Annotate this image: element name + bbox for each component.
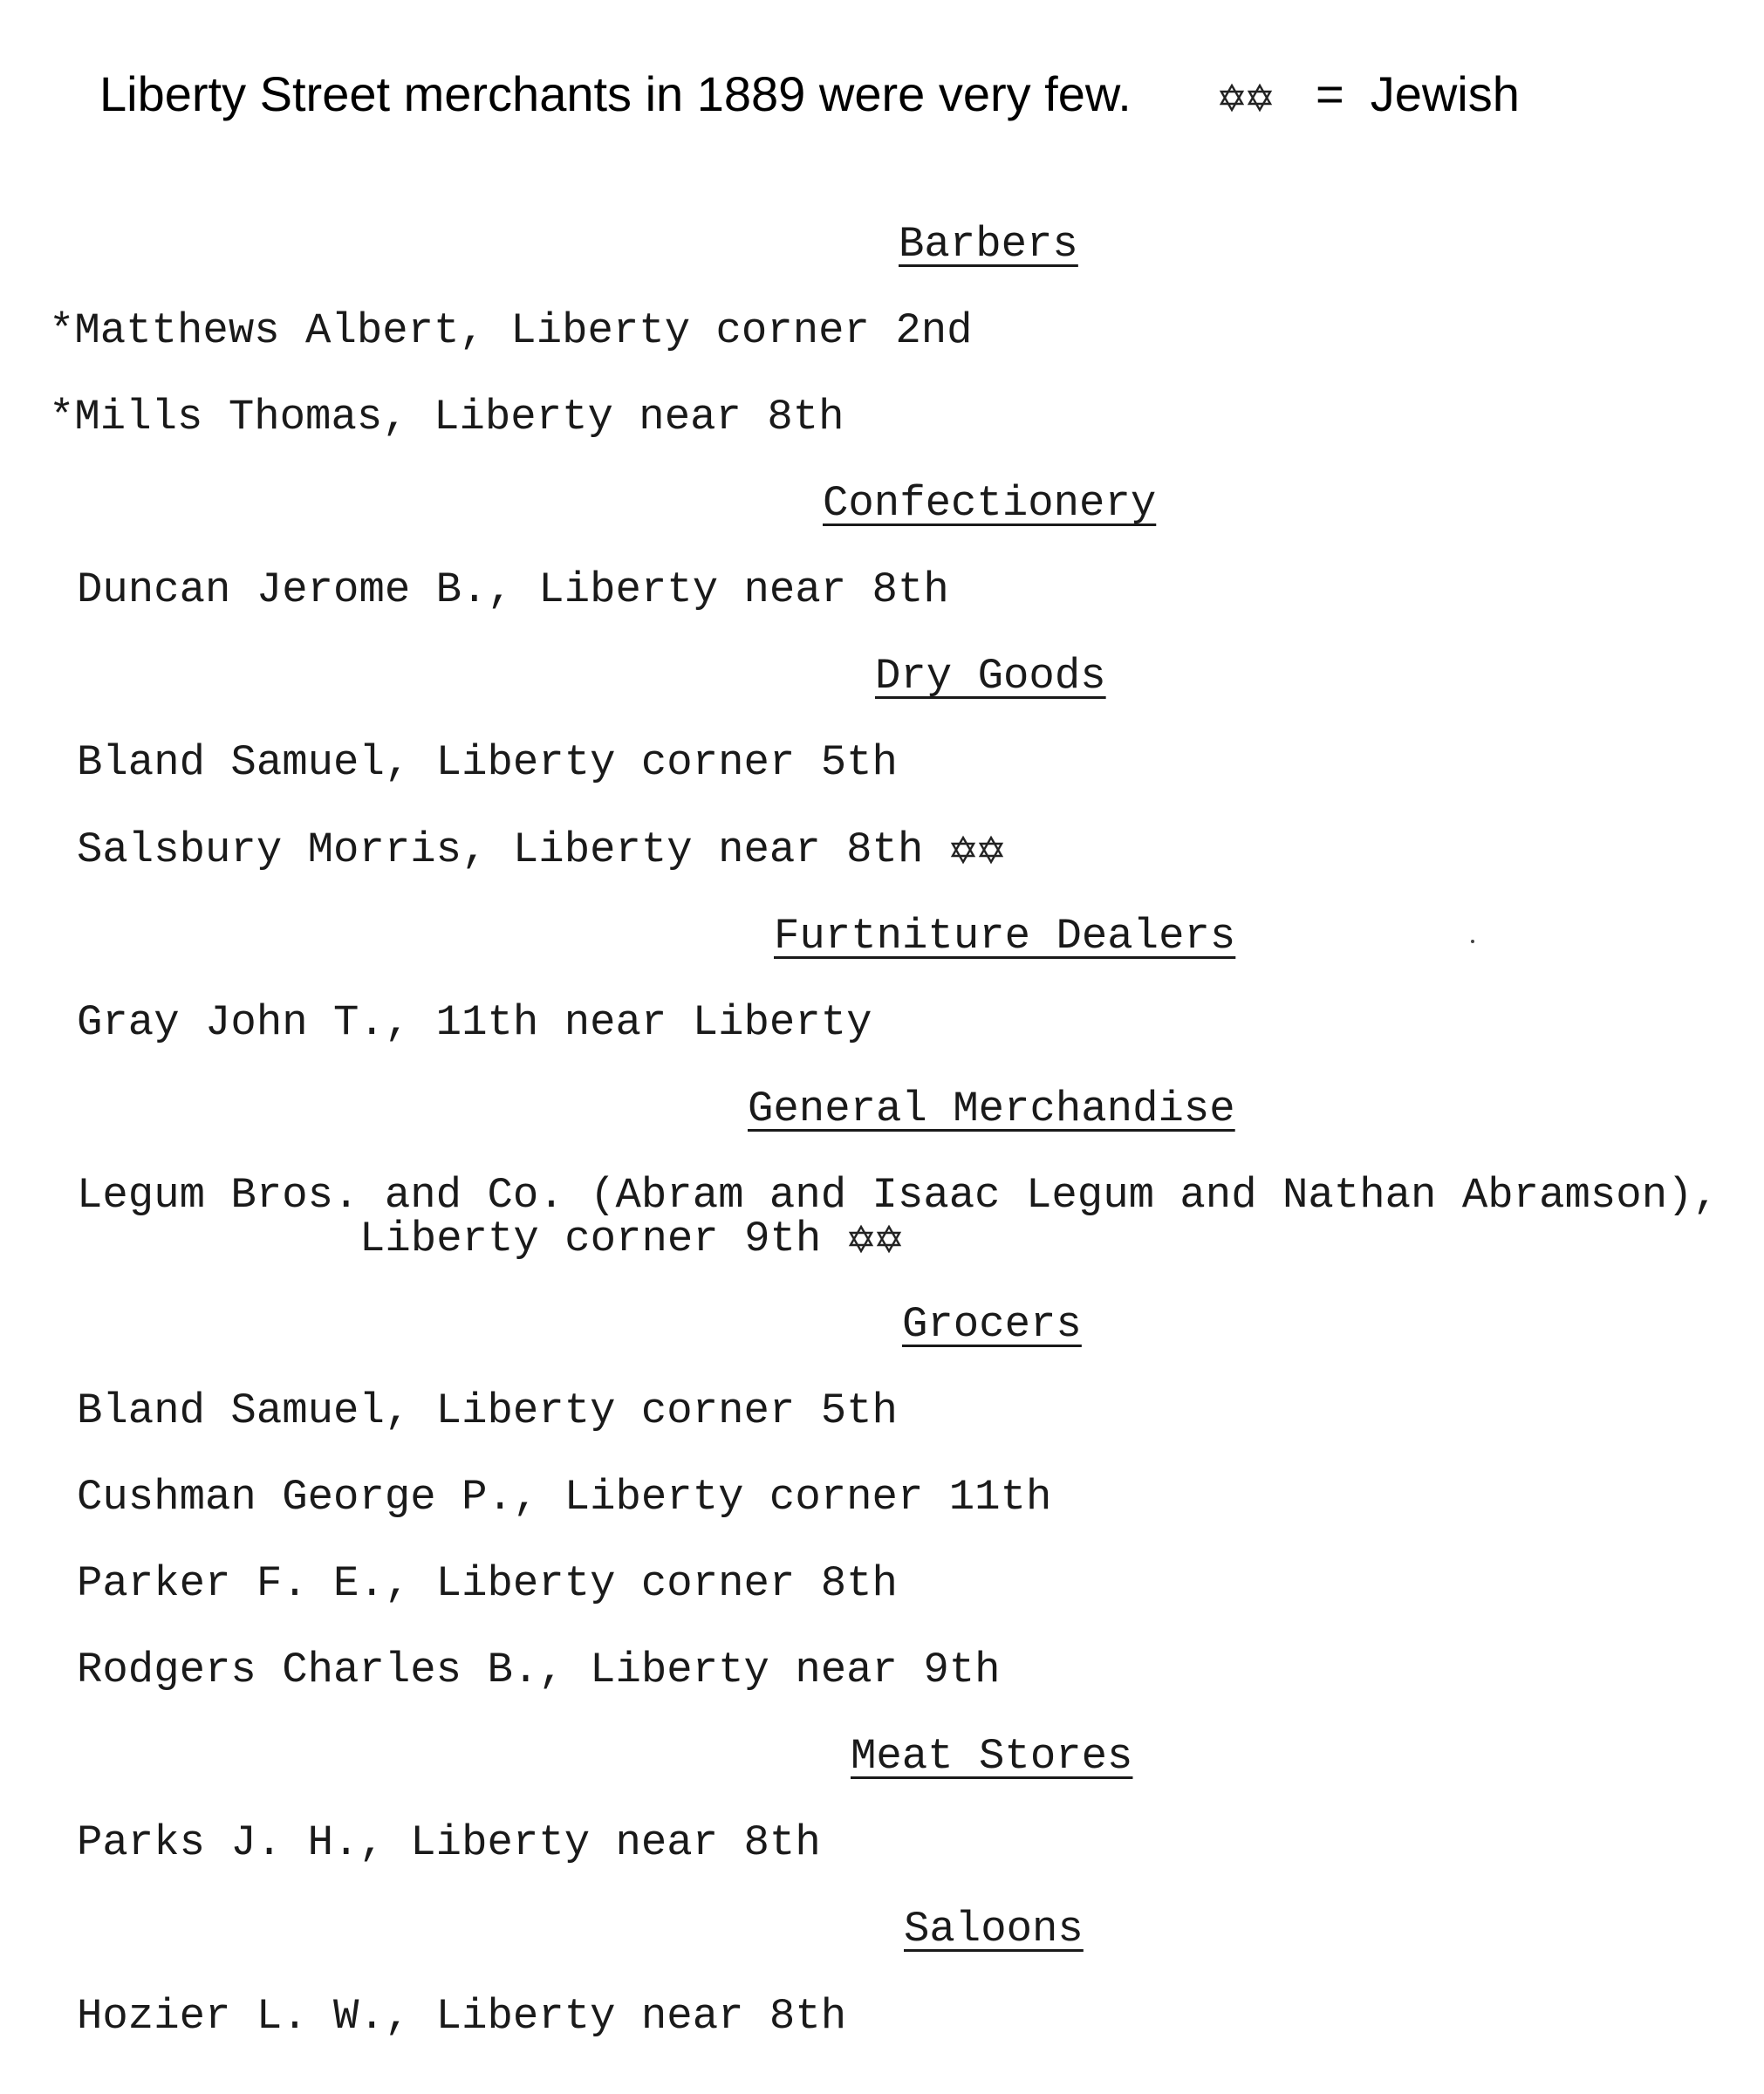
section-heading: General Merchandise	[748, 1085, 1235, 1133]
section-heading: Saloons	[904, 1905, 1084, 1954]
section-heading: Dry Goods	[875, 652, 1106, 701]
page-title: Liberty Street merchants in 1889 were very few.	[99, 66, 1132, 121]
list-item: Bland Samuel, Liberty corner 5th	[77, 738, 898, 787]
list-item: Hozier L. W., Liberty near 8th	[77, 1992, 847, 2041]
list-item	[77, 824, 1007, 876]
section-heading: Grocers	[902, 1300, 1082, 1349]
legend-label: Jewish	[1370, 66, 1520, 121]
section-heading: Confectionery	[823, 479, 1157, 528]
legend-equals: =	[1316, 66, 1344, 121]
stray-mark	[1471, 940, 1474, 943]
list-item: Legum Bros. and Co. (Abram and Isaac Legum and Nathan Abramson),	[77, 1171, 1719, 1220]
section-heading: Meat Stores	[851, 1732, 1133, 1781]
list-item: Bland Samuel, Liberty corner 5th	[77, 1386, 898, 1435]
list-item: Rodgers Charles B., Liberty near 9th	[77, 1646, 1001, 1694]
section-heading: Furtniture Dealers	[774, 912, 1236, 961]
list-item: Parker F. E., Liberty corner 8th	[77, 1559, 898, 1608]
list-item: *Matthews Albert, Liberty corner 2nd	[49, 306, 973, 355]
list-item: Gray John T., 11th near Liberty	[77, 998, 872, 1047]
list-item-continuation	[359, 1213, 905, 1265]
list-item: *Mills Thomas, Liberty near 8th	[49, 393, 844, 441]
double-star-of-david-icon	[847, 1224, 905, 1254]
section-heading: Barbers	[899, 220, 1078, 269]
entry-text: Salsbury Morris, Liberty near 8th	[77, 825, 924, 874]
list-item: Cushman George P., Liberty corner 11th	[77, 1473, 1052, 1522]
entry-text: Liberty corner 9th	[359, 1215, 822, 1263]
list-item: Parks J. H., Liberty near 8th	[77, 1818, 821, 1867]
double-star-of-david-icon	[949, 835, 1007, 865]
list-item: Duncan Jerome B., Liberty near 8th	[77, 565, 949, 614]
